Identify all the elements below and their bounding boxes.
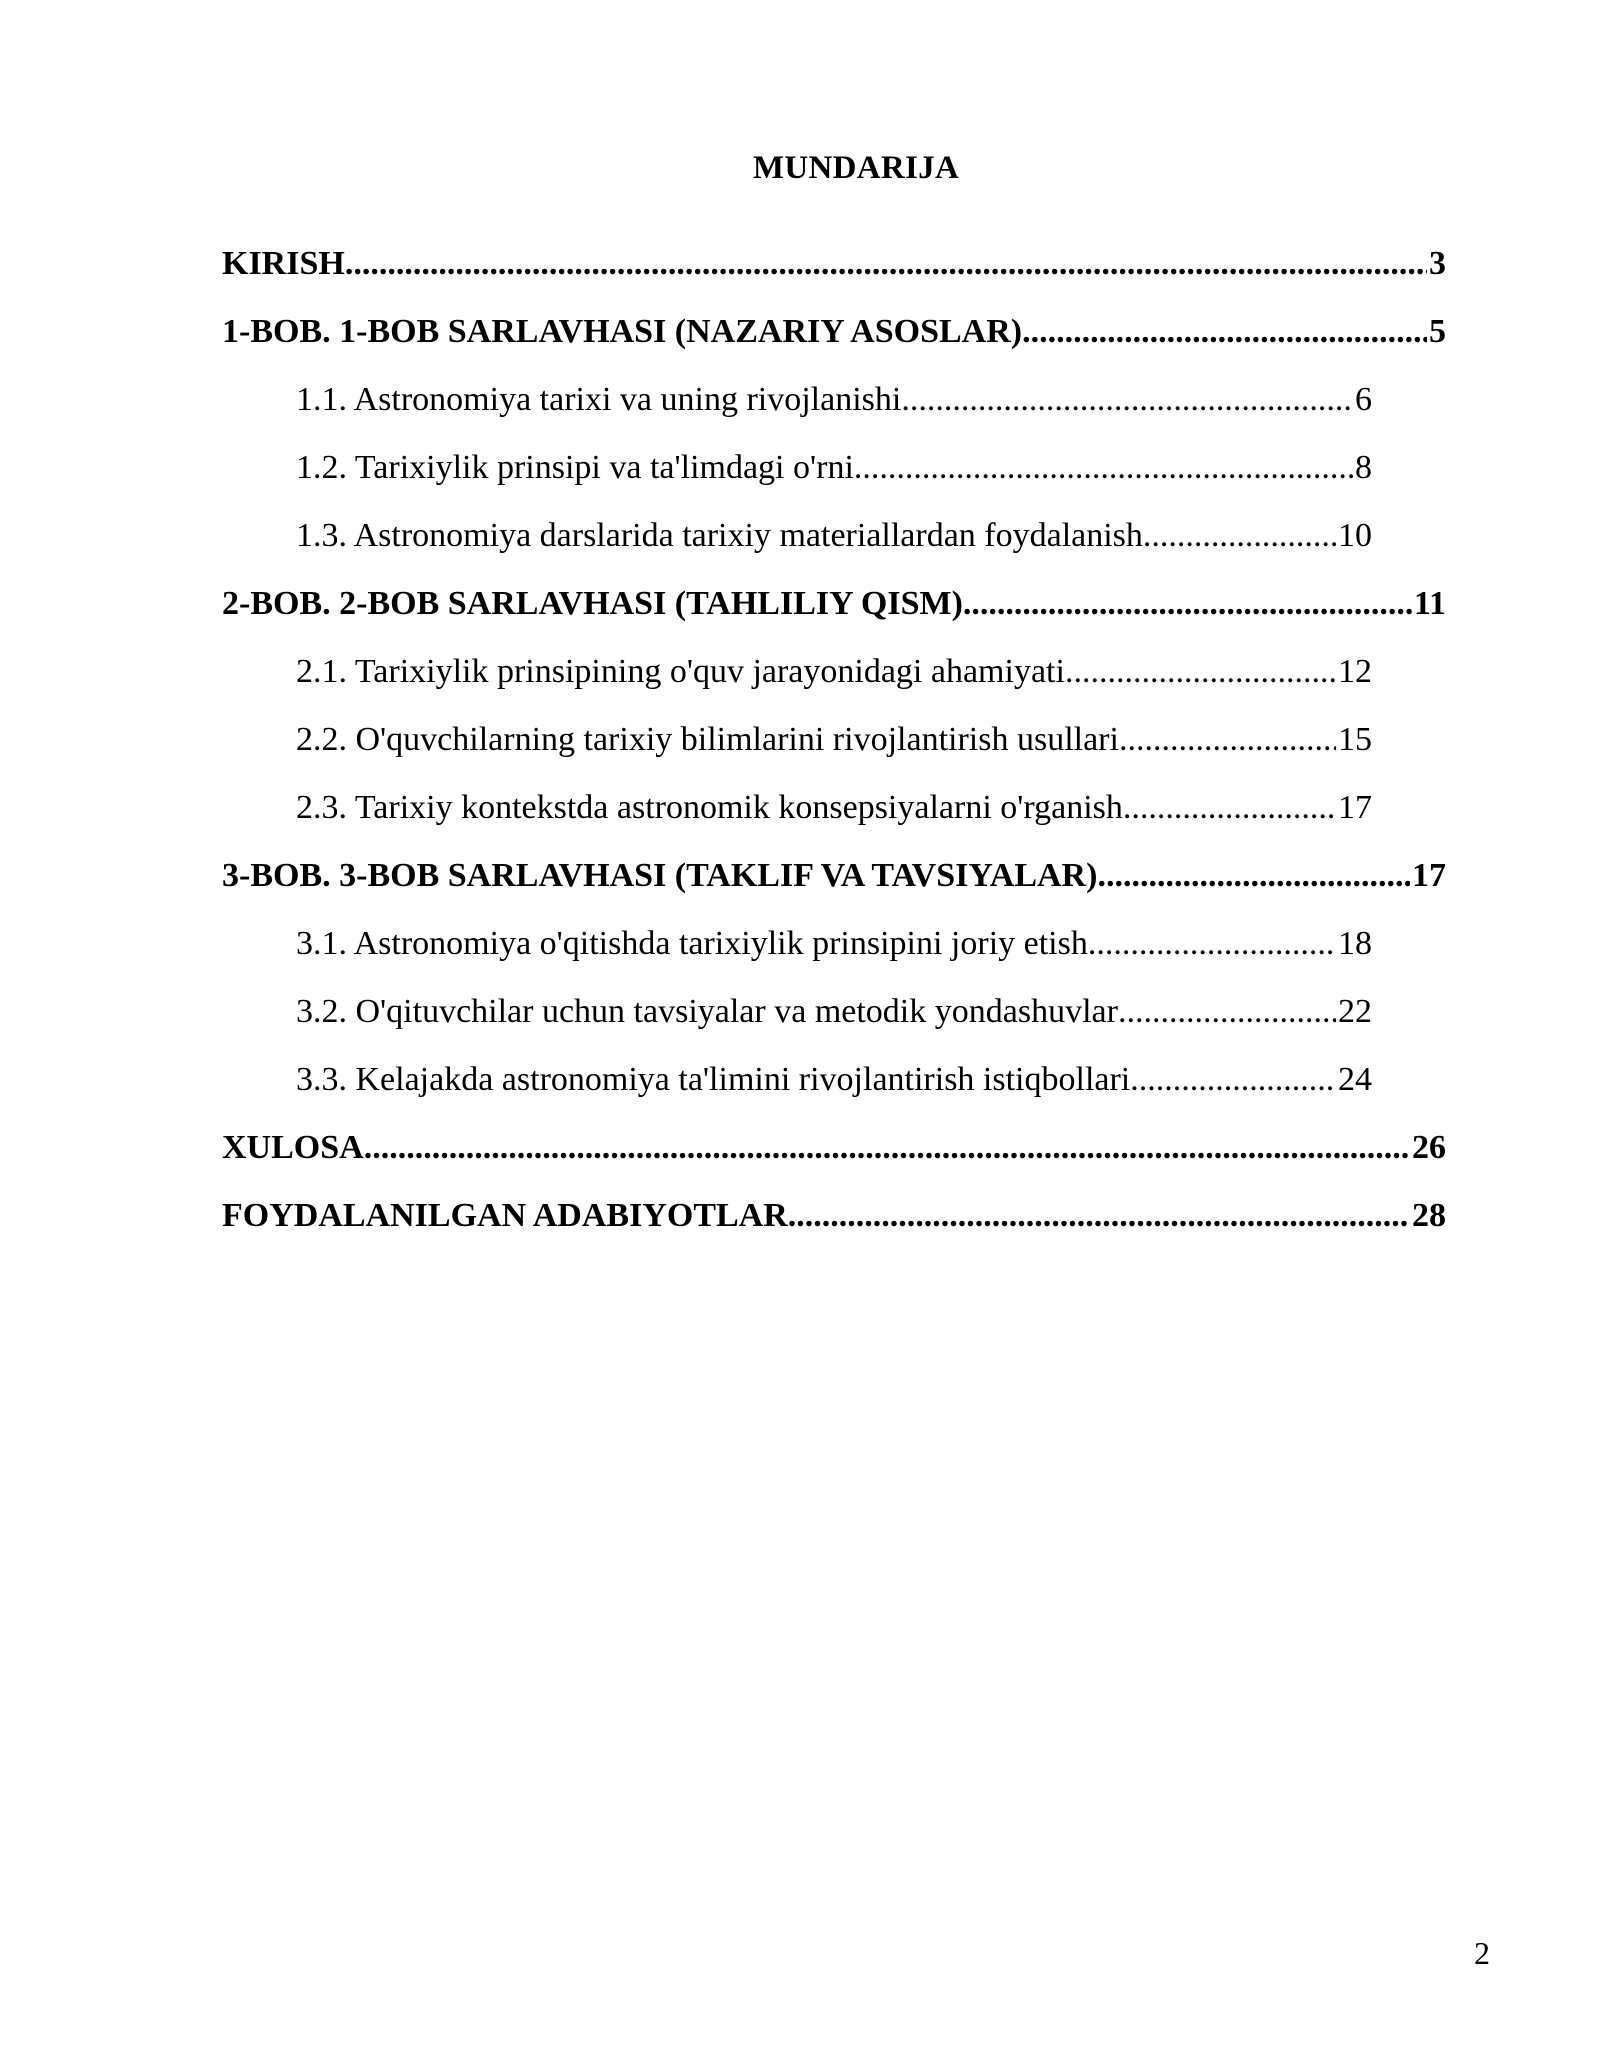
toc-dot-leader: [1088, 918, 1336, 970]
toc-entry-page: 6: [1355, 381, 1372, 418]
toc-dot-leader: [901, 374, 1353, 426]
toc-entry-section-3-3[interactable]: [296, 1054, 1372, 1106]
toc-dot-leader: [364, 1122, 1410, 1174]
toc-entry-page: 24: [1338, 1061, 1372, 1098]
toc-entry-page: 22: [1338, 993, 1372, 1030]
toc-entry-references[interactable]: [222, 1190, 1446, 1242]
toc-dot-leader: [1123, 782, 1336, 834]
toc-entry-label: 1-BOB. 1-BOB SARLAVHASI (NAZARIY ASOSLAR): [222, 313, 1023, 350]
toc-entry-page: 8: [1355, 449, 1372, 486]
toc-entry-page: 18: [1338, 925, 1372, 962]
toc-entry-label: 2-BOB. 2-BOB SARLAVHASI (TAHLILIY QISM): [222, 585, 963, 622]
toc-dot-leader: [1022, 306, 1427, 358]
toc-entry-label: 3.1. Astronomiya o'qitishda tarixiylik prinsipini joriy etish: [296, 925, 1088, 962]
toc-entry-label: 3.3. Kelajakda astronomiya ta'limini rivojlantirish istiqbollari: [296, 1061, 1131, 1098]
toc-dot-leader: [1118, 986, 1336, 1038]
toc-entry-label: KIRISH: [222, 245, 345, 282]
toc-dot-leader: [1119, 714, 1336, 766]
toc-entry-label: 1.3. Astronomiya darslarida tarixiy materiallardan foydalanish: [296, 517, 1143, 554]
toc-entry-section-2-2[interactable]: [296, 714, 1372, 766]
toc-dot-leader: [345, 238, 1427, 290]
toc-dot-leader: [854, 442, 1353, 494]
toc-entry-label: 1.1. Astronomiya tarixi va uning rivojlanishi: [296, 381, 902, 418]
toc-entry-label: XULOSA: [222, 1129, 364, 1166]
toc-entry-chapter-1[interactable]: [222, 306, 1446, 358]
toc-entry-label: 1.2. Tarixiylik prinsipi va ta'limdagi o'rni: [296, 449, 854, 486]
toc-entry-page: 10: [1338, 517, 1372, 554]
toc-entry-section-3-2[interactable]: [296, 986, 1372, 1038]
toc-entry-label: 2.1. Tarixiylik prinsipining o'quv jarayonidagi ahamiyati: [296, 653, 1065, 690]
toc-dot-leader: [963, 578, 1412, 630]
page-number: 2: [1474, 1935, 1490, 1971]
toc-entry-chapter-2[interactable]: [222, 578, 1446, 630]
toc-entry-page: 12: [1338, 653, 1372, 690]
toc-entry-page: 11: [1413, 585, 1446, 622]
toc-entry-section-1-1[interactable]: [296, 374, 1372, 426]
toc-entry-introduction[interactable]: [222, 238, 1446, 290]
toc-entry-page: 3: [1429, 245, 1446, 282]
toc-dot-leader: [1065, 646, 1336, 698]
toc-dot-leader: [1143, 510, 1336, 562]
page-title: MUNDARIJA: [752, 150, 960, 186]
toc-dot-leader: [1130, 1054, 1336, 1106]
toc-entry-section-2-3[interactable]: [296, 782, 1372, 834]
toc-entry-label: FOYDALANILGAN ADABIYOTLAR: [222, 1197, 788, 1234]
toc-entry-page: 17: [1412, 857, 1446, 894]
toc-dot-leader: [788, 1190, 1410, 1242]
toc-entry-label: 2.2. O'quvchilarning tarixiy bilimlarini rivojlantirish usullari: [296, 721, 1119, 758]
toc-entry-section-3-1[interactable]: [296, 918, 1372, 970]
toc-entry-page: 15: [1338, 721, 1372, 758]
toc-entry-section-2-1[interactable]: [296, 646, 1372, 698]
toc-entry-label: 3-BOB. 3-BOB SARLAVHASI (TAKLIF VA TAVSIYALAR): [222, 857, 1098, 894]
toc-entry-label: 2.3. Tarixiy kontekstda astronomik konsepsiyalarni o'rganish: [296, 789, 1123, 826]
toc-entry-label: 3.2. O'qituvchilar uchun tavsiyalar va metodik yondashuvlar: [296, 993, 1118, 1030]
toc-entry-page: 28: [1412, 1197, 1446, 1234]
toc-entry-page: 5: [1429, 313, 1446, 350]
toc-entry-conclusion[interactable]: [222, 1122, 1446, 1174]
toc-dot-leader: [1097, 850, 1410, 902]
toc-entry-page: 26: [1412, 1129, 1446, 1166]
toc-entry-section-1-2[interactable]: [296, 442, 1372, 494]
toc-entry-chapter-3[interactable]: [222, 850, 1446, 902]
toc-entry-section-1-3[interactable]: [296, 510, 1372, 562]
toc-entry-page: 17: [1338, 789, 1372, 826]
